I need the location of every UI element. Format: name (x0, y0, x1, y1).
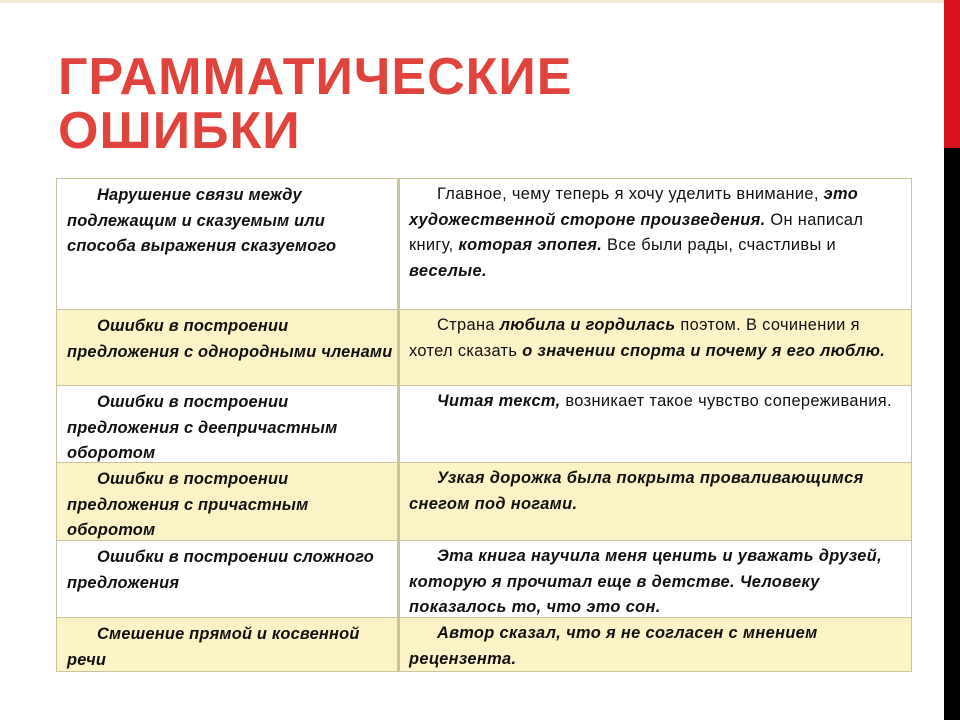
error-type-cell: Смешение прямой и косвенной речи (56, 617, 399, 671)
errors-table (56, 178, 912, 672)
error-type-cell: Ошибки в построении сложного предложения (56, 540, 399, 617)
error-type-cell: Нарушение связи между подлежащим и сказуемым или способа выражения сказуемого (56, 178, 399, 309)
error-type-cell: Ошибки в построении предложения с деепричастным оборотом (56, 385, 399, 462)
example-highlight-text: Эта книга научила меня ценить и уважать друзей, которую я прочитал еще в детстве. Человеку показалось то, что это сон. (409, 547, 887, 616)
slide-title-line-2: ОШИБКИ (58, 102, 301, 160)
error-type-cell: Ошибки в построении предложения с причастным оборотом (56, 462, 399, 540)
example-highlight-text: это художественной стороне произведения. (409, 185, 864, 229)
example-text: Главное, чему теперь я хочу уделить внимание, (437, 185, 824, 203)
accent-bar-black (944, 148, 960, 720)
error-type-cell: Ошибки в построении предложения с однородными членами (56, 309, 399, 385)
example-highlight-text: о значении спорта и почему я его люблю. (522, 341, 886, 360)
example-highlight-text: Читая текст, (437, 392, 561, 410)
example-highlight-text: Узкая дорожка была покрыта проваливающимся снегом под ногами. (409, 469, 869, 513)
example-cell (399, 617, 911, 671)
top-decor-line (0, 0, 944, 3)
slide-title (58, 50, 918, 158)
example-cell (399, 540, 911, 617)
accent-bar-red (944, 0, 960, 148)
example-cell (399, 385, 911, 462)
slide-title-line-1: ГРАММАТИЧЕСКИЕ (58, 48, 573, 106)
example-highlight-text: веселые. (409, 261, 487, 280)
example-cell (399, 462, 911, 540)
example-cell (399, 309, 911, 385)
example-text: поэтом. В сочинении я хотел сказать (409, 316, 865, 360)
example-text: Он написал книгу, (409, 210, 869, 254)
example-text: Страна (437, 316, 500, 334)
example-highlight-text: Автор сказал, что я не согласен с мнением рецензента. (409, 624, 823, 668)
example-highlight-text: любила и гордилась (499, 316, 676, 334)
example-highlight-text: которая эпопея. (458, 236, 603, 254)
example-cell (399, 178, 911, 309)
example-text: Все были рады, счастливы и (602, 236, 841, 254)
example-text: возникает такое чувство сопереживания. (560, 392, 892, 410)
